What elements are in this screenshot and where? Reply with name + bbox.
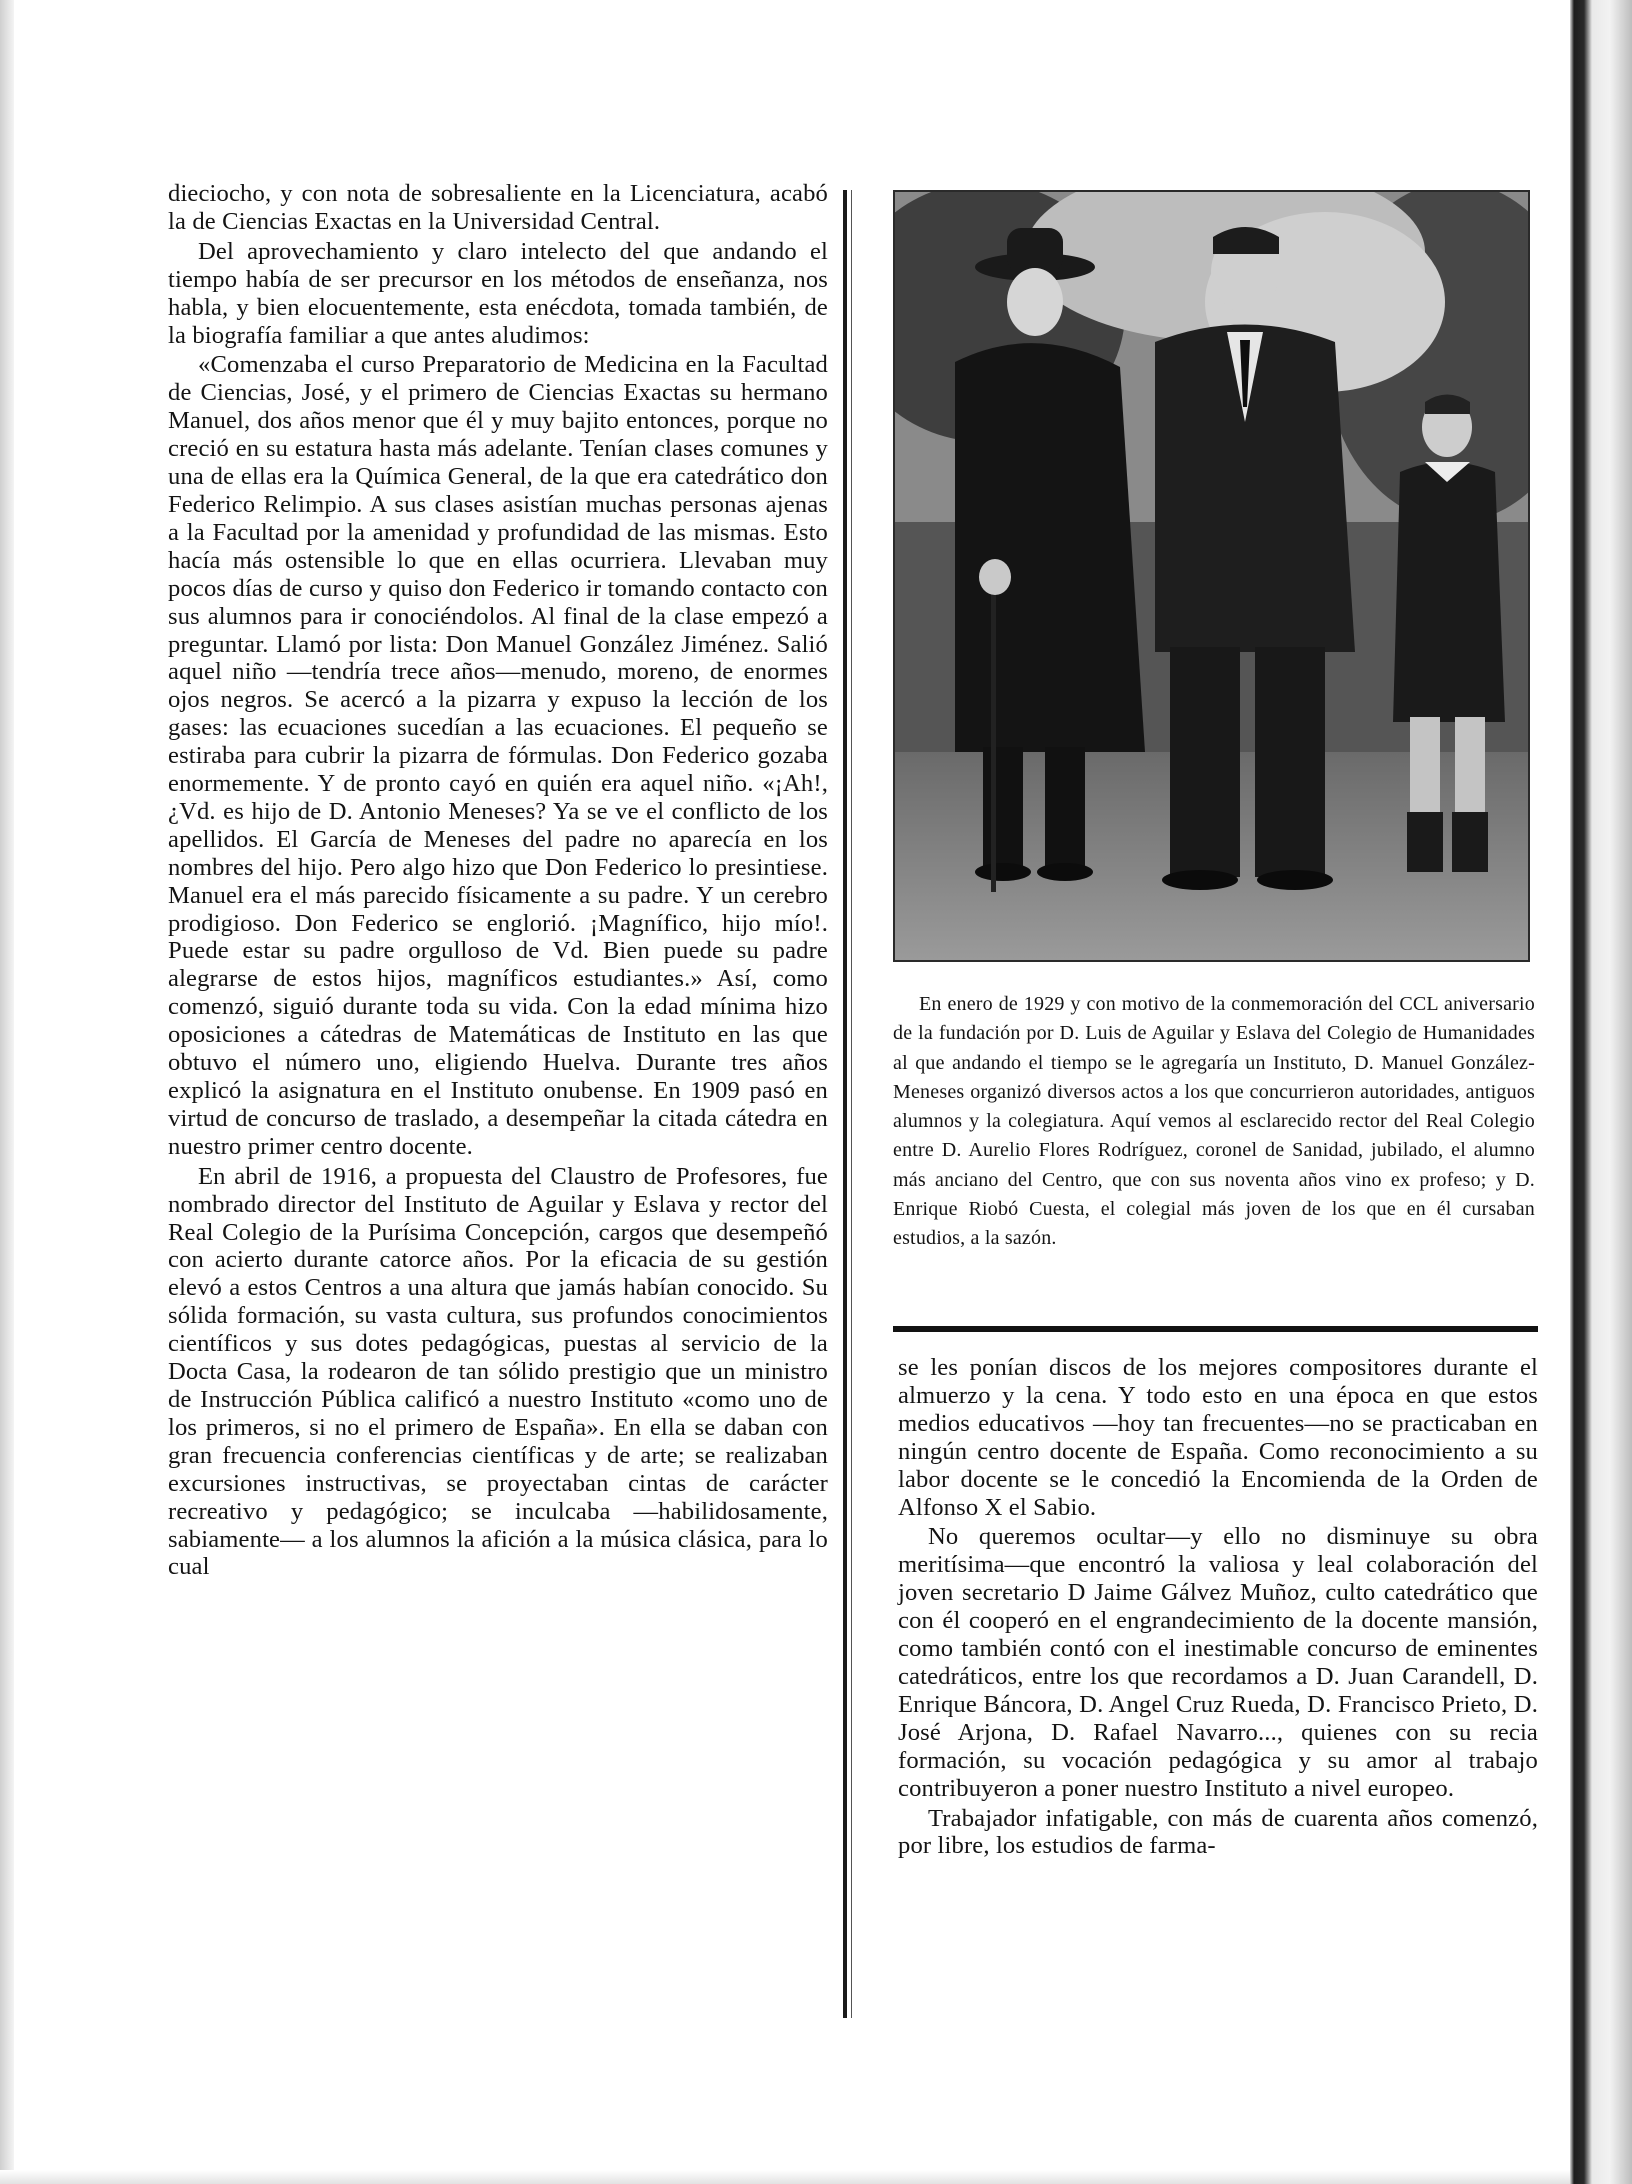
section-rule (893, 1326, 1538, 1332)
left-text-column (168, 180, 828, 1583)
paragraph: Trabajador infatigable, con más de cuarenta años comenzó, por libre, los estudios de farma- (898, 1804, 1538, 1860)
paragraph: En abril de 1916, a propuesta del Claustro de Profesores, fue nombrado director del Instituto de Aguilar y Eslava y rector del Real Colegio de la Purísima Concepción, cargos que desempeñó con acierto durante catorce años. Por la eficacia de su gestión elevó a estos Centros a una altura que jamás habían conocido. Su sólida formación, su vasta cultura, sus profundos conocimientos científicos y sus dotes pedagógicas, puestas al servicio de la Docta Casa, la rodearon de tan sólido prestigio que un ministro de Instrucción Pública calificó a nuestro Instituto «como uno de los primeros, si no el primero de España». En ella se daban con gran frecuencia conferencias científicas y de arte; se realizaban excursiones instructivas, se proyectaban cintas de carácter recreativo y pedagógico; se inculcaba —habilidosamente, sabiamente— a los alumnos la afición a la música clásica, para lo cual (168, 1162, 828, 1581)
right-text-column (898, 1354, 1538, 1862)
column-divider (843, 190, 847, 2018)
historical-photograph (893, 190, 1530, 962)
book-spine-edge (1570, 0, 1632, 2184)
paragraph: «Comenzaba el curso Preparatorio de Medicina en la Facultad de Ciencias, José, y el primero de Ciencias Exactas su hermano Manuel, dos años menor que él y muy bajito entonces, porque no creció en su estatura hasta más adelante. Tenían clases comunes y una de ellas era la Química General, de la que era catedrático don Federico Relimpio. A sus clases asistían muchas personas ajenas a la Facultad por la amenidad y profundidad de las mismas. Esto hacía más ostensible lo que en ellas ocurriera. Llevaban muy pocos días de curso y quiso don Federico ir tomando contacto con sus alumnos para ir conociéndolos. Al final de la clase empezó a preguntar. Llamó por lista: Don Manuel González Jiménez. Salió aquel niño —tendría trece años—menudo, moreno, de enormes ojos negros. Se acercó a la pizarra y expuso la lección de los gases: las ecuaciones sucedían a las ecuaciones. El pequeño se estiraba para cubrir la pizarra de fórmulas. Don Federico gozaba enormemente. Y de pronto cayó en quién era aquel niño. «¡Ah!, ¿Vd. es hijo de D. Antonio Meneses? Ya se ve el conflicto de los apellidos. El García de Meneses del padre no aparecía en los nombres del hijo. Pero algo hizo que Don Federico lo presintiese. Manuel era el más parecido físicamente a su padre. Y un cerebro prodigioso. Don Federico se englorió. ¡Magnífico, hijo mío!. Puede estar su padre orgulloso de Vd. Bien puede su padre alegrarse de estos hijos, magníficos estudiantes.» Así, como comenzó, siguió durante toda su vida. Con la edad mínima hizo oposiciones a cátedras de Matemáticas de Instituto en las que obtuvo el número uno, eligiendo Huelva. Durante tres años explicó la asignatura en el Instituto onubense. En 1909 pasó en virtud de concurso de traslado, a desempeñar la citada cátedra en nuestro primer centro docente. (168, 351, 828, 1160)
photo-caption: En enero de 1929 y con motivo de la conmemoración del CCL aniversario de la fundación por D. Luis de Aguilar y Eslava del Colegio de Humanidades al que andando el tiempo se le agregaría un Instituto, D. Manuel González-Meneses organizó diversos actos a los que concurrieron autoridades, antiguos alumnos y la colegiatura. Aquí vemos al esclarecido rector del Real Colegio entre D. Aurelio Flores Rodríguez, coronel de Sanidad, jubilado, el alumno más anciano del Centro, que con sus noventa años vino ex profeso; y D. Enrique Riobó Cuesta, el colegial más joven de los que en él cursaban estudios, a la sazón. (893, 993, 1535, 1250)
paragraph: No queremos ocultar—y ello no disminuye su obra meritísima—que encontró la valiosa y leal colaboración del joven secretario D Jaime Gálvez Muñoz, culto catedrático que con él cooperó en el engrandecimiento de la docente mansión, como también contó con el inestimable concurso de eminentes catedráticos, entre los que recordamos a D. Juan Carandell, D. Enrique Báncora, D. Angel Cruz Rueda, D. Francisco Prieto, D. José Arjona, D. Rafael Navarro..., quienes con su recia formación, su vocación pedagógica y su amor al trabajo contribuyeron a poner nuestro Instituto a nivel europeo. (898, 1523, 1538, 1802)
paragraph: dieciocho, y con nota de sobresaliente en la Licenciatura, acabó la de Ciencias Exactas en la Universidad Central. (168, 180, 828, 235)
column-divider-thin (851, 190, 852, 2018)
photograph-icon (895, 192, 1528, 960)
page-bottom-edge (0, 2170, 1570, 2184)
page-left-edge (0, 0, 14, 2184)
paragraph: Del aprovechamiento y claro intelecto del que andando el tiempo había de ser precursor en los métodos de enseñanza, nos habla, y bien elocuentemente, esta enécdota, tomada también, de la biografía familiar a que antes aludimos: (168, 237, 828, 349)
paragraph: se les ponían discos de los mejores compositores durante el almuerzo y la cena. Y todo esto en una época en que estos medios educativos —hoy tan frecuentes—no se practicaban en ningún centro docente de España. Como reconocimiento a su labor docente se le concedió la Encomienda de la Orden de Alfonso X el Sabio. (898, 1354, 1538, 1521)
